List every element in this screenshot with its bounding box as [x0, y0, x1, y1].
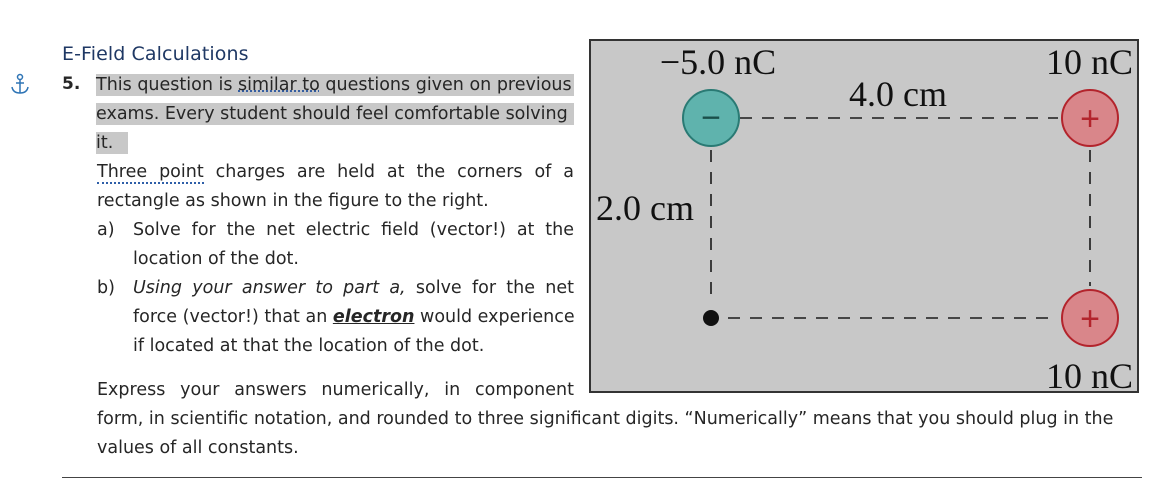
intro-text: it. [96, 132, 128, 154]
charge-label-negative: −5.0 nC [659, 42, 777, 82]
part-b-line-2 [133, 306, 575, 328]
intro-text: questions given on previous [319, 75, 572, 95]
intro-text: This question is [96, 75, 239, 95]
minus-sign: − [701, 99, 721, 137]
intro-underlined-text: similar to [238, 75, 320, 95]
plus-sign-bottom: + [1080, 300, 1100, 338]
charge-label-bottom-right: 10 nC [1045, 356, 1133, 394]
part-b-text: would experience [414, 307, 575, 327]
part-b-label: b) [97, 278, 115, 298]
part-a-line-2: location of the dot. [133, 249, 299, 269]
part-b-line-3: if located at that the location of the dot. [133, 336, 485, 356]
express-line-3: values of all constants. [97, 438, 299, 458]
intro-line-1 [96, 74, 574, 96]
problem-line-2: rectangle as shown in the figure to the right. [97, 191, 489, 211]
section-heading: E-Field Calculations [62, 43, 249, 65]
part-a-line-1: Solve for the net electric field (vector!) at the [133, 220, 574, 240]
part-b-text: solve for the net [405, 278, 574, 298]
part-a-label: a) [97, 220, 115, 240]
problem-underlined-text: Three point [97, 162, 204, 182]
charge-rectangle-figure [588, 38, 1140, 394]
field-point-dot [703, 310, 719, 326]
express-line-2: form, in scientific notation, and rounded to three significant digits. “Numerically” means that you should plug in the [97, 409, 1114, 429]
express-line-1: Express your answers numerically, in component [97, 380, 574, 400]
problem-line-1 [97, 161, 574, 183]
electron-emphasis: electron [332, 307, 415, 327]
horizontal-rule [62, 477, 1142, 478]
width-label: 4.0 cm [849, 74, 947, 114]
height-label: 2.0 cm [596, 188, 694, 228]
part-b-italic-text: Using your answer to part a, [133, 278, 406, 298]
part-b-text: force (vector!) that an [133, 307, 333, 327]
charge-label-top-right: 10 nC [1045, 42, 1133, 82]
question-number: 5. [62, 74, 81, 94]
plus-sign-top: + [1080, 100, 1100, 138]
intro-text: exams. Every student should feel comfortable solving [96, 103, 574, 125]
anchor-icon [9, 73, 31, 97]
intro-line-3 [96, 132, 128, 154]
part-b-line-1 [133, 277, 574, 299]
problem-text: charges are held at the corners of a [203, 162, 574, 182]
intro-line-2 [96, 103, 574, 125]
